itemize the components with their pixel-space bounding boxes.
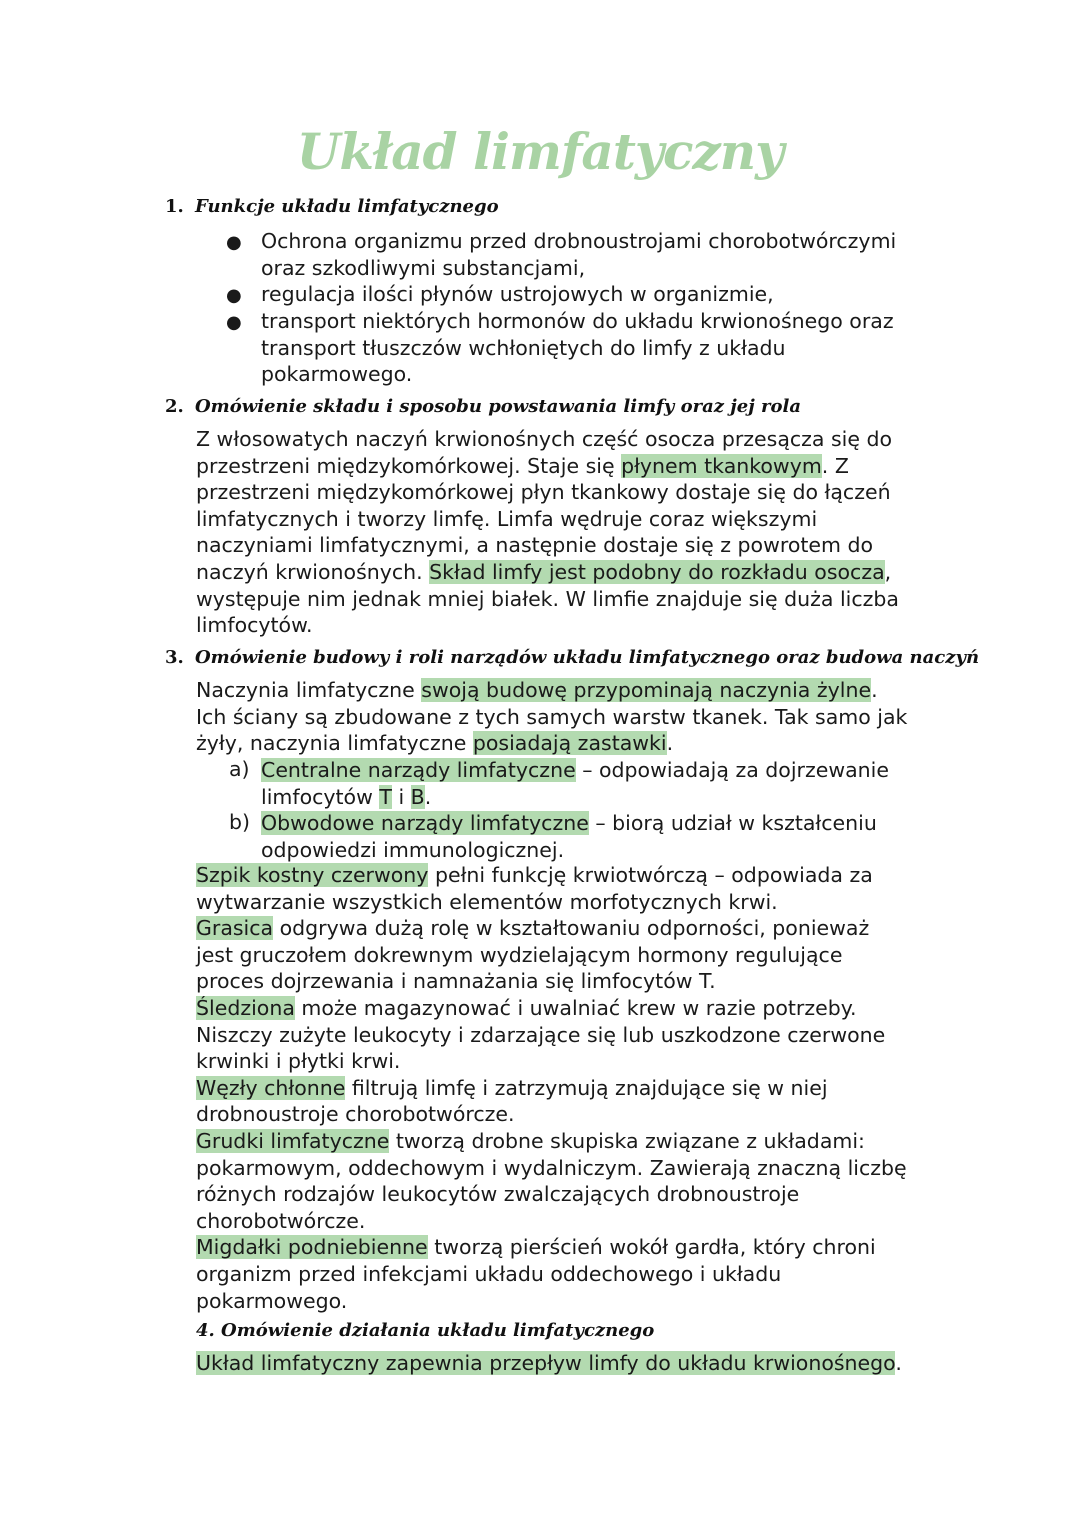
section-number: 2. xyxy=(165,396,184,417)
section-4-body: Układ limfatyczny zapewnia przepływ limfy do układu krwionośnego. xyxy=(196,1351,902,1375)
section-number: 3. xyxy=(165,647,184,668)
list-letter: a) xyxy=(229,757,250,781)
section-heading-1: 1. Funkcje układu limfatycznego xyxy=(165,196,499,217)
highlight: Szpik kostny czerwony xyxy=(196,863,429,887)
highlight: B xyxy=(410,784,425,809)
section-2-body: Z włosowatych naczyń krwionośnych część osocza przesącza się do przestrzeni międzykomórkowej. Staje się płynem tkankowym. Z przestrzeni międzykomórkowej płyn tkankowy dostaje się do łączeń limfatycznych i tworzy limfę. Limfa wędruje coraz większymi naczyniami limfatycznymi, a następnie dostaje się z powrotem do naczyń krwionośnych. Skład limfy jest podobny do rozkładu osocza, występuje nim jednak mniej białek. W limfie znajduje się duża liczba limfocytów. xyxy=(196,427,899,638)
highlight: Śledziona xyxy=(196,995,295,1020)
highlight: posiadają zastawki xyxy=(472,731,667,756)
bullet-icon: ● xyxy=(226,285,242,306)
list-item: Ochrona organizmu przed drobnoustrojami chorobotwórczymi oraz szkodliwymi substancjami, xyxy=(261,229,897,280)
highlight: Grasica xyxy=(196,916,274,941)
page-title: Układ limfatyczny xyxy=(296,122,784,181)
list-item: Obwodowe narządy limfatyczne – biorą udział w kształceniu odpowiedzi immunologicznej. xyxy=(261,811,877,862)
highlight: Węzły chłonne xyxy=(196,1075,346,1100)
highlight: Migdałki podniebienne xyxy=(196,1235,428,1260)
section-heading-2: 2. Omówienie składu i sposobu powstawania limfy oraz jej rola xyxy=(165,396,801,417)
bullet-icon: ● xyxy=(226,232,242,253)
highlight: Obwodowe narządy limfatyczne xyxy=(261,811,589,835)
list-item: transport niektórych hormonów do układu krwionośnego oraz transport tłuszczów wchłoniętych do limfy z układu pokarmowego. xyxy=(261,309,894,387)
bullet-icon: ● xyxy=(226,312,242,333)
list-item: regulacja ilości płynów ustrojowych w organizmie, xyxy=(261,282,774,306)
section-number: 1. xyxy=(165,196,184,217)
list-letter: b) xyxy=(229,810,251,834)
highlight: płynem tkankowym xyxy=(621,453,822,478)
highlight: Układ limfatyczny zapewnia przepływ limfy do układu krwionośnego xyxy=(196,1351,896,1375)
organs-list: Szpik kostny czerwony pełni funkcję krwiotwórczą – odpowiada za wytwarzanie wszystkich elementów morfotycznych krwi. Grasica odgrywa dużą rolę w kształtowaniu odporności, ponieważ jest gruczołem dokrewnym wydzielającym hormony regulujące proces dojrzewania i namnażania się limfocytów T. Śledziona może magazynować i uwalniać krew w razie potrzeby. Niszczy zużyte leukocyty i zdarzające się lub uszkodzone czerwone krwinki i płytki krwi. Węzły chłonne filtrują limfę i zatrzymują znajdujące się w niej drobnoustroje chorobotwórcze. Grudki limfatyczne tworzą drobne skupiska związane z układami: pokarmowym, oddechowym i wydalniczym. Zawierają znaczną liczbę różnych rodzajów leukocytów zwalczających drobnoustroje chorobotwórcze. Migdałki podniebienne tworzą pierścień wokół gardła, który chroni organizm przed infekcjami układu oddechowego i układu pokarmowego. xyxy=(196,863,907,1313)
highlight: Centralne narządy limfatyczne xyxy=(261,758,576,782)
section-heading-4: 4. Omówienie działania układu limfatycznego xyxy=(196,1320,655,1341)
highlight: Grudki limfatyczne xyxy=(196,1128,390,1153)
section-heading-3: 3. Omówienie budowy i roli narządów układu limfatycznego oraz budowa naczyń xyxy=(165,647,980,668)
highlight: swoją budowę przypominają naczynia żylne xyxy=(421,678,872,702)
list-item: Centralne narządy limfatyczne – odpowiadają za dojrzewanie limfocytów T i B. xyxy=(261,758,889,809)
highlight: Skład limfy jest podobny do rozkładu osocza xyxy=(429,559,885,584)
section-3-intro: Naczynia limfatyczne swoją budowę przypominają naczynia żylne. Ich ściany są zbudowane z tych samych warstw tkanek. Tak samo jak żyły, naczynia limfatyczne posiadają zastawki. xyxy=(196,678,908,756)
highlight: T xyxy=(379,784,392,809)
